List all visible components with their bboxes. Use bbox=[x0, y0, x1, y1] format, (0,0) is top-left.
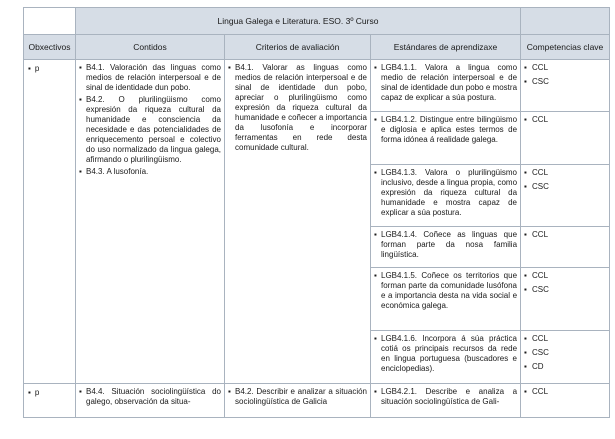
bullet-icon: ▪ bbox=[28, 388, 31, 397]
competence-code: CCL bbox=[532, 387, 549, 396]
bullet-icon: ▪ bbox=[374, 387, 377, 396]
bullet-icon: ▪ bbox=[228, 387, 231, 396]
standard-cell bbox=[371, 227, 521, 268]
competences-cell bbox=[521, 268, 610, 331]
bullet-icon: ▪ bbox=[524, 334, 527, 343]
header-competences: Competencias clave bbox=[521, 35, 610, 60]
header-standards: Estándares de aprendizaxe bbox=[371, 35, 521, 60]
bullet-icon: ▪ bbox=[524, 271, 527, 280]
bullet-icon: ▪ bbox=[374, 271, 377, 280]
competence-item bbox=[524, 271, 606, 281]
competence-code: CCL bbox=[532, 63, 549, 72]
competences-cell bbox=[521, 384, 610, 418]
header-criteria: Criterios de avaliación bbox=[225, 35, 371, 60]
competence-code: CCL bbox=[532, 334, 549, 343]
standard-cell bbox=[371, 60, 521, 112]
contents-cell bbox=[76, 384, 225, 418]
objective-code: p bbox=[34, 64, 40, 73]
competences-cell bbox=[521, 165, 610, 227]
content-item bbox=[79, 63, 221, 93]
content-item bbox=[79, 167, 221, 177]
bullet-icon: ▪ bbox=[79, 95, 82, 104]
bullet-icon: ▪ bbox=[524, 285, 527, 294]
competences-cell bbox=[521, 112, 610, 165]
criterion-text: B4.2. Describir e analizar a situación sociolingüística de Galicia bbox=[235, 387, 367, 406]
content-text: B4.1. Valoración das linguas como medios de relación interpersoal e de sinal de identidade dun pobo. bbox=[86, 63, 221, 92]
standard-text: LGB4.2.1. Describe e analiza a situación sociolingüística de Gali- bbox=[381, 387, 518, 406]
criterion-cell bbox=[225, 60, 371, 384]
bullet-icon: ▪ bbox=[524, 230, 527, 239]
bullet-icon: ▪ bbox=[524, 182, 527, 191]
standard-text: LGB4.1.1. Valora a lingua como medio de relación interpersoal e de sinal de identidade dun pobo e mostra capaz de explicar a súa postura. bbox=[381, 63, 518, 102]
content-text: B4.4. Situación sociolingüística do galego, observación da situa- bbox=[86, 387, 221, 406]
bullet-icon: ▪ bbox=[228, 63, 231, 72]
contents-cell bbox=[76, 60, 225, 384]
standard-text: LGB4.1.3. Valora o plurilingüismo inclusivo, desde a lingua propia, como expresión da riqueza cultural da humanidade e mostra capaz de explicar a súa postura. bbox=[381, 168, 518, 217]
header-contents: Contidos bbox=[76, 35, 225, 60]
criterion-text: B4.1. Valorar as linguas como medios de relación interpersoal e de sinal de identidade dun pobo, apreciar o plurilingüismo como expresión da riqueza cultural da humanidade e coñecer a importancia da lusofonía e incorporar ferramentas en rede desta comunidade cultural. bbox=[235, 63, 367, 152]
bullet-icon: ▪ bbox=[524, 115, 527, 124]
standard-text: LGB4.1.5. Coñece os territorios que forman parte da comunidade lusófona e a importancia desta na vida social e económica galega. bbox=[381, 271, 518, 310]
standard-text: LGB4.1.4. Coñece as linguas que forman parte da nosa familia lingüística. bbox=[381, 230, 518, 259]
competence-code: CCL bbox=[532, 115, 549, 124]
title-spacer bbox=[24, 8, 76, 35]
competence-code: CSC bbox=[532, 285, 549, 294]
bullet-icon: ▪ bbox=[79, 167, 82, 176]
competence-item bbox=[524, 77, 606, 87]
competence-code: CSC bbox=[532, 182, 549, 191]
content-text: B4.3. A lusofonía. bbox=[86, 167, 149, 176]
bullet-icon: ▪ bbox=[374, 115, 377, 124]
title-spacer-right bbox=[521, 8, 610, 35]
bullet-icon: ▪ bbox=[28, 64, 31, 73]
competence-item bbox=[524, 115, 606, 125]
standard-cell bbox=[371, 384, 521, 418]
competences-cell bbox=[521, 227, 610, 268]
bullet-icon: ▪ bbox=[374, 168, 377, 177]
competence-code: CCL bbox=[532, 230, 549, 239]
competence-code: CCL bbox=[532, 271, 549, 280]
content-item bbox=[79, 387, 221, 407]
competence-item bbox=[524, 63, 606, 73]
standard-cell bbox=[371, 112, 521, 165]
competence-item bbox=[524, 182, 606, 192]
bullet-icon: ▪ bbox=[524, 168, 527, 177]
bullet-icon: ▪ bbox=[524, 63, 527, 72]
competence-item bbox=[524, 387, 606, 397]
bullet-icon: ▪ bbox=[524, 387, 527, 396]
standard-cell bbox=[371, 165, 521, 227]
table-title: Lingua Galega e Literatura. ESO. 3º Curso bbox=[76, 8, 521, 35]
content-item bbox=[79, 95, 221, 165]
header-objectives: Obxectivos bbox=[24, 35, 76, 60]
criterion-cell bbox=[225, 384, 371, 418]
bullet-icon: ▪ bbox=[374, 63, 377, 72]
content-text: B4.2. O plurilingüismo como expresión da riqueza cultural da humanidade e consciencia da necesidade e das potencialidades de enriquecemento persoal e colectivo do uso normalizado da lingua galega, afirmando o plurilingüismo. bbox=[86, 95, 221, 164]
bullet-icon: ▪ bbox=[524, 77, 527, 86]
competence-item bbox=[524, 285, 606, 295]
standard-text: LGB4.1.6. Incorpora á súa práctica cotiá os principais recursos da rede en lingua portuguesa (buscadores e enciclopedias). bbox=[381, 334, 518, 373]
standard-cell bbox=[371, 331, 521, 384]
competence-item bbox=[524, 348, 606, 358]
competence-item bbox=[524, 168, 606, 178]
competence-item bbox=[524, 230, 606, 240]
bullet-icon: ▪ bbox=[374, 230, 377, 239]
competence-code: CCL bbox=[532, 168, 549, 177]
competence-item bbox=[524, 334, 606, 344]
bullet-icon: ▪ bbox=[374, 334, 377, 343]
competence-code: CD bbox=[532, 362, 544, 371]
bullet-icon: ▪ bbox=[524, 362, 527, 371]
bullet-icon: ▪ bbox=[524, 348, 527, 357]
standard-cell bbox=[371, 268, 521, 331]
competence-code: CSC bbox=[532, 77, 549, 86]
standard-text: LGB4.1.2. Distingue entre bilingüismo e diglosia e aplica estes termos de forma idónea á realidade galega. bbox=[381, 115, 518, 144]
curriculum-table bbox=[23, 7, 610, 418]
competences-cell bbox=[521, 60, 610, 112]
competence-code: CSC bbox=[532, 348, 549, 357]
objective-cell bbox=[24, 60, 76, 384]
competence-item bbox=[524, 362, 606, 372]
bullet-icon: ▪ bbox=[79, 387, 82, 396]
objective-code: p bbox=[34, 388, 40, 397]
competences-cell bbox=[521, 331, 610, 384]
objective-cell bbox=[24, 384, 76, 418]
bullet-icon: ▪ bbox=[79, 63, 82, 72]
